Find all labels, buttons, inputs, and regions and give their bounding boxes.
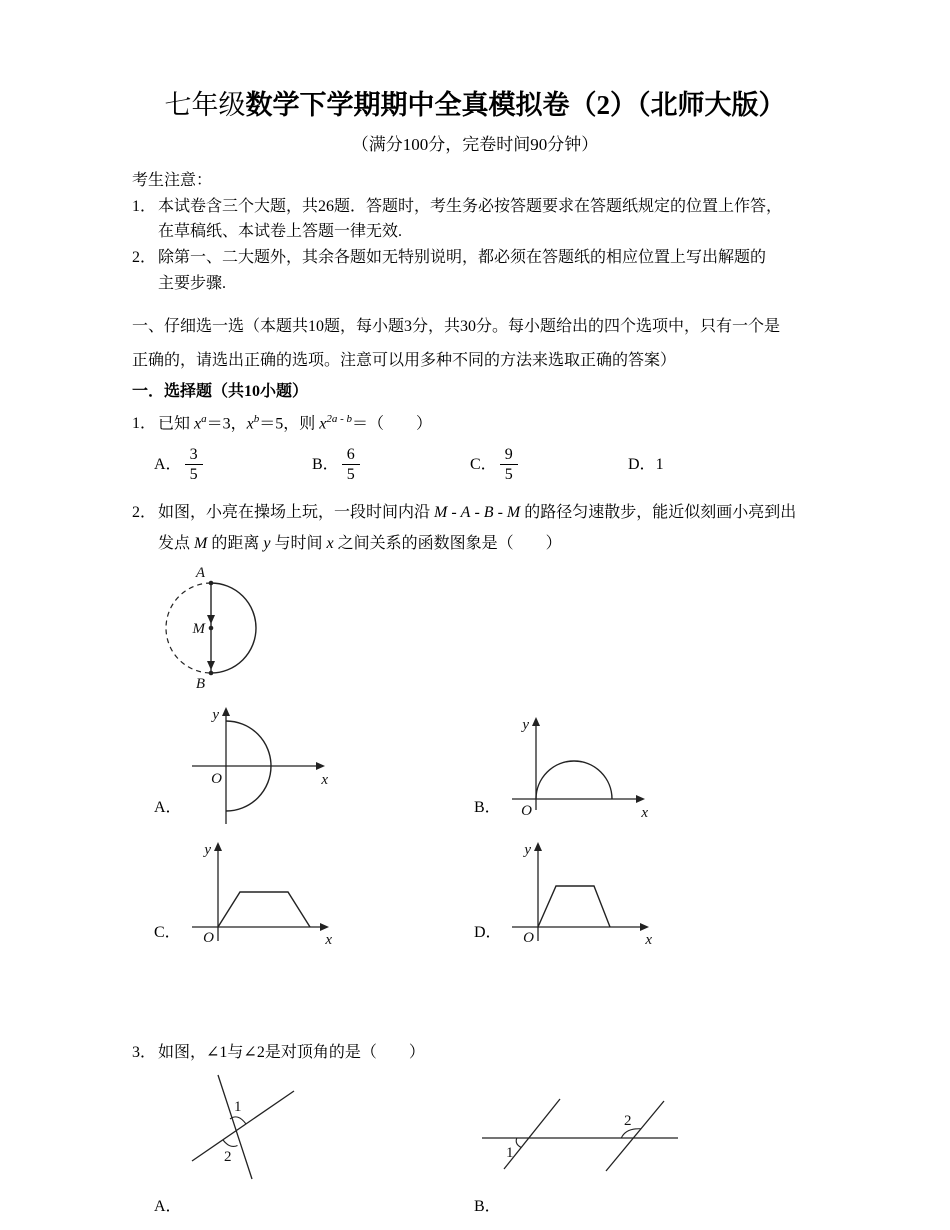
graph-d-curve	[538, 886, 610, 927]
q2-p2: 的路径匀速散步，能近似刻画小亮到出	[520, 504, 797, 522]
graph-c-curve	[218, 892, 310, 927]
q1-exp-2ab: 2a - b	[326, 413, 353, 426]
q1-option-b-denominator: 5	[346, 466, 355, 484]
arrow-down-bottom-icon	[207, 661, 215, 670]
q2-var-x: x	[326, 534, 334, 552]
q2-graph-b-figure	[506, 714, 656, 829]
q1-exp-b: b	[253, 413, 260, 426]
notice-heading: 考生注意：	[132, 172, 213, 190]
q1-option-b-fraction	[342, 445, 360, 484]
x-axis-arrow-icon	[640, 923, 649, 931]
q1-option-a-numerator: 3	[185, 445, 203, 465]
q1-option-a-fraction	[185, 445, 203, 484]
notice-item-1-text	[158, 194, 818, 245]
q3-figure-b-wrap	[452, 1083, 818, 1192]
x-label: x	[645, 931, 652, 948]
q2-option-a-label: A．	[154, 799, 182, 817]
question-1-number: 1．	[132, 415, 157, 433]
label-b: B	[195, 676, 205, 693]
question-1-text	[158, 411, 818, 437]
q3-option-b-label: B．	[474, 1197, 501, 1215]
y-label: y	[204, 841, 211, 858]
q2-graph-a-figure	[186, 704, 336, 829]
q2-option-d-label: D．	[474, 924, 502, 942]
q3-figure-b	[478, 1083, 688, 1183]
angle-2-label: 2	[624, 1113, 632, 1130]
q1-option-d-label: D．	[628, 455, 656, 473]
question-3-text: 如图，∠1与∠2是对顶角的是（ ）	[158, 1043, 425, 1061]
q3-figure-a-wrap	[132, 1071, 452, 1192]
angle-2-arc	[223, 1140, 238, 1146]
q1-option-a	[154, 445, 312, 484]
section-intro-line2: 正确的，请选出正确的选项。注意可以用多种不同的方法来选取正确的答案）	[132, 351, 677, 369]
angle-1-arc	[516, 1138, 521, 1147]
x-axis-arrow-icon	[320, 923, 329, 931]
q2-graph-c-figure	[186, 839, 341, 954]
q2-var-m2: M	[506, 504, 521, 522]
x-axis-arrow-icon	[636, 795, 645, 803]
q1-option-d-value: 1	[655, 455, 664, 473]
x-label: x	[641, 804, 648, 821]
q1-var-x2: x	[246, 415, 254, 433]
section-heading: 一．选择题（共10小题）	[132, 383, 309, 401]
q2-option-b-label: B．	[474, 799, 501, 817]
q3-option-labels	[132, 1194, 818, 1220]
notice-item-2	[132, 245, 818, 296]
paper-title-main: 数学下学期期中全真模拟卷（2）（北师大版）	[245, 90, 786, 120]
notice-item-1-number: 1．	[132, 197, 157, 215]
origin-label: O	[521, 802, 532, 819]
label-a: A	[195, 565, 205, 582]
q2-p6: 之间关系的函数图象是（ ）	[333, 534, 562, 552]
q3-figures	[132, 1071, 818, 1192]
y-label: y	[212, 706, 219, 723]
notice-item-2-line2: 主要步骤.	[158, 274, 227, 292]
q1-option-a-label: A．	[154, 455, 182, 473]
q2-var-b: B	[483, 504, 494, 522]
question-2-text	[158, 498, 818, 559]
paper-title	[132, 88, 818, 123]
q1-exp-a: a	[201, 413, 207, 426]
q1-option-c-label: C．	[470, 455, 497, 473]
y-axis-arrow-icon	[222, 707, 230, 716]
question-2-number: 2．	[132, 504, 157, 522]
q1-t1: 已知	[158, 415, 195, 433]
question-1	[132, 411, 818, 437]
q2-p4: 的距离	[207, 534, 264, 552]
section-intro-line1: 一、仔细选一选（本题共10题，每小题3分，共30分。每小题给出的四个选项中，只有一个是	[132, 318, 781, 336]
q1-option-c-numerator: 9	[500, 445, 518, 465]
q1-option-d	[628, 445, 786, 484]
y-label: y	[524, 841, 531, 858]
notice-item-1-line1: 本试卷含三个大题，共26题．答题时，考生务必按答题要求在答题纸规定的位置上作答，	[158, 197, 783, 215]
q1-var-x1: x	[194, 415, 202, 433]
notice-item-2-line1: 除第一、二大题外，其余各题如无特别说明，都必须在答题纸的相应位置上写出解题的	[158, 249, 767, 267]
q2-p3: 发点	[158, 534, 195, 552]
notice-item-1-line2: 在草稿纸、本试卷上答题一律无效.	[158, 223, 403, 241]
x-axis-arrow-icon	[316, 762, 325, 770]
paper-title-grade: 七年级	[164, 90, 246, 120]
right-transversal	[606, 1101, 664, 1171]
angle-1-label: 1	[506, 1145, 514, 1162]
q1-t3: ＝5，则	[259, 415, 320, 433]
q1-option-c-denominator: 5	[504, 466, 513, 484]
question-1-options	[132, 445, 818, 484]
q3-figure-a	[188, 1071, 298, 1183]
y-axis-arrow-icon	[534, 842, 542, 851]
circle-solid-half	[211, 583, 256, 673]
origin-label: O	[203, 929, 214, 946]
x-label: x	[325, 931, 332, 948]
blank-space	[132, 954, 818, 1034]
q2-graph-d-figure	[506, 839, 661, 954]
origin-label: O	[523, 929, 534, 946]
origin-label: O	[211, 770, 222, 787]
q2-var-a: A	[460, 504, 471, 522]
q2-answer-graphs	[132, 704, 818, 954]
q2-p1: 如图，小亮在操场上玩，一段时间内沿	[158, 504, 435, 522]
y-label: y	[522, 716, 529, 733]
point-m-dot	[209, 626, 214, 631]
q2-circle-figure	[154, 565, 269, 693]
q1-t2: ＝3，	[206, 415, 247, 433]
y-axis-arrow-icon	[214, 842, 222, 851]
q2-p5: 与时间	[270, 534, 327, 552]
paper-subtitle: （满分100分，完卷时间90分钟）	[351, 135, 599, 155]
q2-var-m1: M	[434, 504, 448, 522]
q2-graph-d-cell	[452, 839, 772, 954]
q1-option-c-fraction	[500, 445, 518, 484]
angle-1-label: 1	[234, 1099, 242, 1116]
q2-var-m3: M	[194, 534, 208, 552]
graph-b-curve	[536, 761, 612, 799]
x-label: x	[321, 771, 328, 788]
question-3	[132, 1040, 818, 1066]
q2-option-c-label: C．	[154, 924, 181, 942]
label-m: M	[192, 621, 205, 638]
notice-item-1	[132, 194, 818, 245]
section-intro	[132, 310, 818, 377]
angle-2-arc	[621, 1129, 641, 1138]
q1-option-b-numerator: 6	[342, 445, 360, 465]
q2-graph-c-cell	[132, 839, 452, 954]
q1-t4: ＝（ ）	[352, 415, 433, 433]
notice-item-2-number: 2．	[132, 249, 157, 267]
notice-item-2-text	[158, 245, 818, 296]
point-a-dot	[209, 581, 214, 586]
q2-dash3: -	[493, 504, 507, 522]
q3-option-a-label: A．	[154, 1197, 182, 1215]
angle-2-label: 2	[224, 1149, 232, 1166]
point-b-dot	[209, 671, 214, 676]
q2-dash2: -	[470, 504, 484, 522]
q1-var-x3: x	[319, 415, 327, 433]
q1-option-c	[470, 445, 628, 484]
q2-var-y: y	[263, 534, 271, 552]
q1-option-b-label: B．	[312, 455, 339, 473]
q2-dash1: -	[447, 504, 461, 522]
question-3-number: 3．	[132, 1043, 157, 1061]
q1-option-a-denominator: 5	[189, 466, 198, 484]
question-2	[132, 498, 818, 559]
q2-circle-figure-wrap	[154, 565, 818, 702]
q2-graph-a-cell	[132, 704, 452, 829]
y-axis-arrow-icon	[532, 717, 540, 726]
q2-graph-b-cell	[452, 704, 772, 829]
q1-option-b	[312, 445, 470, 484]
arrow-down-mid-icon	[207, 615, 215, 624]
